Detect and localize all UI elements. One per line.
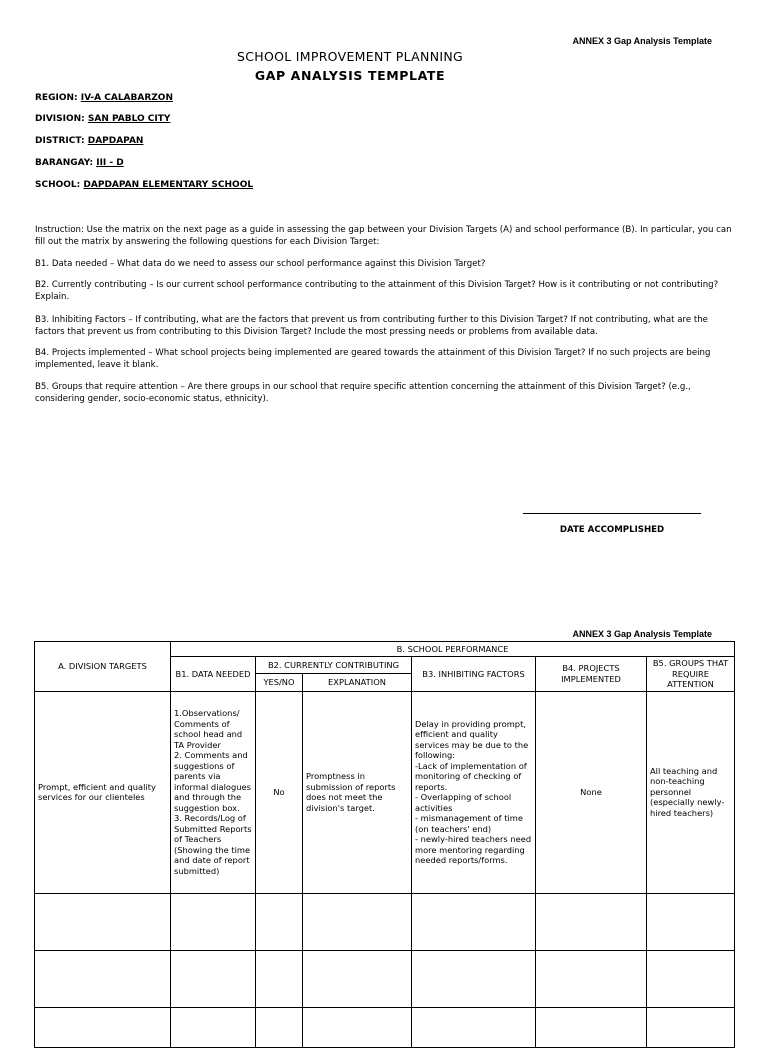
table-row: [35, 1007, 735, 1047]
instruction-b3: B3. Inhibiting Factors – If contributing, what are the factors that prevent us from contributing further to this Division Target? If not contributing, what are the factors that prevent us from contributing to this Division Target? Include the most pressing needs or problems from available data.: [35, 315, 708, 337]
field-label: DIVISION:: [35, 114, 85, 124]
cell-projects: None: [536, 691, 647, 893]
header-b5-groups-attention: B5. GROUPS THAT REQUIRE ATTENTION: [647, 657, 735, 692]
instruction-b2: B2. Currently contributing – Is our current school performance contributing to the attainment of this Division Target? How is it contributing or not contributing? Explain.: [35, 280, 719, 302]
instruction-b4: B4. Projects implemented – What school projects being implemented are geared towards the attainment of this Division Target? If no such projects are being implemented, leave it blank.: [35, 348, 711, 370]
field-value: DAPDAPAN ELEMENTARY SCHOOL: [83, 180, 254, 190]
inhibiting-line: - mismanagement of time (on teachers' end): [415, 813, 523, 834]
empty-cell: [171, 950, 256, 1007]
empty-cell: [536, 893, 647, 950]
division-field: [35, 114, 170, 124]
signature-line: [523, 513, 701, 514]
empty-cell: [303, 893, 412, 950]
inhibiting-line: - Overlapping of school activities: [415, 792, 512, 813]
inhibiting-line: -Lack of implementation of monitoring of checking of reports.: [415, 760, 527, 792]
empty-cell: [303, 950, 412, 1007]
header-b4-projects-implemented: B4. PROJECTS IMPLEMENTED: [536, 657, 647, 692]
table-row: [35, 691, 735, 893]
cell-division-target: Prompt, efficient and quality services for our clienteles: [35, 691, 171, 893]
field-label: SCHOOL:: [35, 180, 81, 190]
instruction-b5: B5. Groups that require attention – Are there groups in our school that require specific attention concerning the attainment of this Division Target? (e.g., considering gender, socio-economic status, ethnicity).: [35, 382, 691, 404]
field-value: IV-A CALABARZON: [80, 93, 173, 103]
data-needed-line: 1.Observations/: [174, 708, 240, 718]
cell-inhibiting-factors: [412, 691, 536, 893]
header-b2-currently-contributing: B2. CURRENTLY CONTRIBUTING: [256, 657, 412, 674]
annex-label-bottom: ANNEX 3 Gap Analysis Template: [572, 629, 712, 639]
empty-cell: [256, 893, 303, 950]
inhibiting-line: - newly-hired teachers need more mentoring regarding needed reports/forms.: [415, 834, 532, 865]
data-needed-line: 2. Comments and suggestions of parents via informal dialogues and through the suggestion box.: [174, 750, 251, 813]
region-field: [35, 93, 173, 103]
empty-cell: [647, 893, 735, 950]
empty-cell: [171, 893, 256, 950]
header-division-targets: A. DIVISION TARGETS: [35, 642, 171, 692]
field-value: DAPDAPAN: [87, 136, 144, 146]
gap-analysis-table: [34, 641, 735, 1048]
cell-explanation: Promptness in submission of reports does not meet the division's target.: [303, 691, 412, 893]
empty-cell: [35, 950, 171, 1007]
header-b1-data-needed: B1. DATA NEEDED: [171, 657, 256, 692]
annex-label-top: ANNEX 3 Gap Analysis Template: [572, 36, 712, 46]
cell-groups: All teaching and non-teaching personnel (especially newly-hired teachers): [647, 691, 735, 893]
empty-cell: [647, 1007, 735, 1047]
empty-cell: [35, 1007, 171, 1047]
document-subtitle: GAP ANALYSIS TEMPLATE: [254, 68, 446, 83]
table-row: [35, 893, 735, 950]
empty-cell: [536, 1007, 647, 1047]
empty-cell: [412, 893, 536, 950]
header-b3-inhibiting-factors: B3. INHIBITING FACTORS: [412, 657, 536, 692]
document-title: SCHOOL IMPROVEMENT PLANNING: [237, 49, 463, 64]
data-needed-line: Comments of school head and TA Provider: [174, 718, 243, 750]
empty-cell: [536, 950, 647, 1007]
cell-data-needed: [171, 691, 256, 893]
header-explanation: EXPLANATION: [303, 674, 412, 691]
barangay-field: [35, 158, 124, 168]
field-label: REGION:: [35, 93, 78, 103]
field-value: SAN PABLO CITY: [87, 114, 171, 124]
school-field: [35, 180, 253, 190]
empty-cell: [256, 1007, 303, 1047]
empty-cell: [171, 1007, 256, 1047]
cell-yes-no: No: [256, 691, 303, 893]
instruction-b1: B1. Data needed – What data do we need to assess our school performance against this Division Target?: [35, 259, 486, 269]
data-needed-line: 3. Records/Log of Submitted Reports of Teachers (Showing the time and date of report submitted): [174, 813, 252, 876]
empty-cell: [35, 893, 171, 950]
empty-cell: [303, 1007, 412, 1047]
header-yes-no: YES/NO: [256, 674, 303, 691]
empty-cell: [647, 950, 735, 1007]
field-label: DISTRICT:: [35, 136, 85, 146]
header-school-performance: B. SCHOOL PERFORMANCE: [171, 642, 735, 657]
empty-cell: [412, 950, 536, 1007]
field-value: III - D: [96, 158, 124, 168]
field-label: BARANGAY:: [35, 158, 94, 168]
district-field: [35, 136, 143, 146]
empty-cell: [412, 1007, 536, 1047]
table-row: [35, 950, 735, 1007]
inhibiting-line: Delay in providing prompt, efficient and quality services may be due to the following:: [415, 718, 529, 760]
instruction-paragraph: Instruction: Use the matrix on the next page as a guide in assessing the gap between your Division Targets (A) and school performance (B). In particular, you can fill out the matrix by answering the following questions for each Division Target:: [35, 225, 732, 247]
empty-cell: [256, 950, 303, 1007]
date-accomplished-label: DATE ACCOMPLISHED: [559, 525, 665, 535]
